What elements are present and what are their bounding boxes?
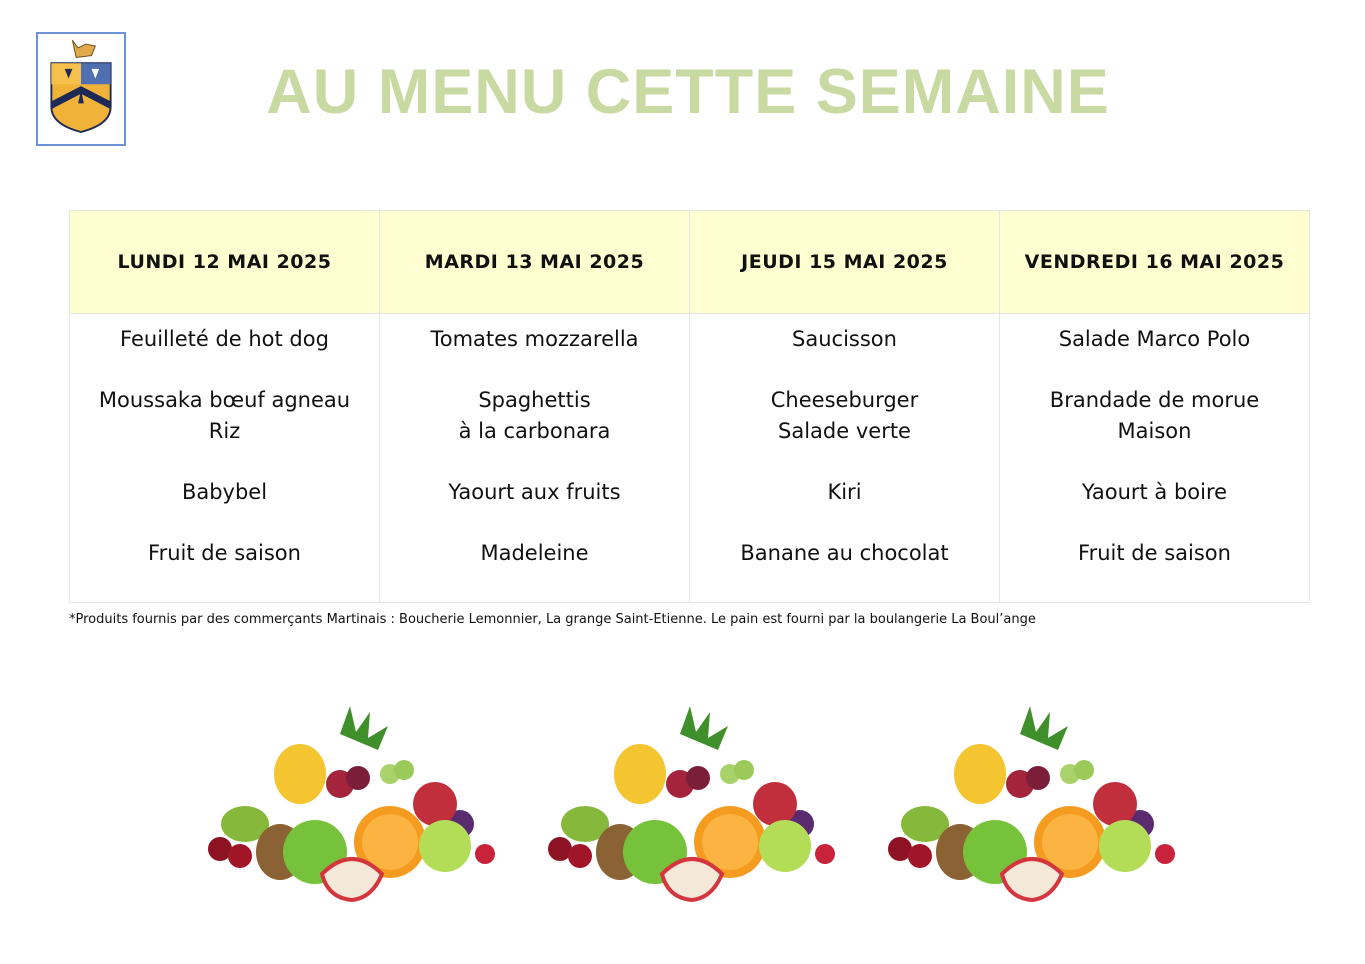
dish-dessert: Madeleine: [480, 541, 589, 565]
fruit-pile-icon: [870, 704, 1190, 904]
dish-main: Brandade de morue Maison: [1049, 388, 1260, 443]
table-row: [70, 314, 1310, 603]
day-header: VENDREDI 16 MAI 2025: [1000, 211, 1310, 314]
footnote: *Produits fournis par des commerçants Martinais : Boucherie Lemonnier, La grange Saint-Etienne. Le pain est fourni par la boulangerie La Boul’ange: [69, 612, 1036, 627]
dish-starter: Salade Marco Polo: [1058, 327, 1251, 351]
page-title: AU MENU CETTE SEMAINE: [266, 57, 1110, 127]
day-header: LUNDI 12 MAI 2025: [70, 211, 380, 314]
dish-cheese: Yaourt à boire: [1081, 480, 1228, 504]
dish-main: Spaghettis à la carbonara: [458, 388, 611, 443]
day-menu-cell: [690, 314, 1000, 603]
fruit-pile-icon: [190, 704, 510, 904]
day-menu-cell: [380, 314, 690, 603]
dish-cheese: Kiri: [827, 480, 862, 504]
dish-cheese: Yaourt aux fruits: [448, 480, 621, 504]
dish-dessert: Banane au chocolat: [740, 541, 949, 565]
table-header-row: [70, 211, 1310, 314]
day-menu-cell: [1000, 314, 1310, 603]
dish-dessert: Fruit de saison: [148, 541, 301, 565]
fruit-pile-icon: [530, 704, 850, 904]
dish-starter: Feuilleté de hot dog: [120, 327, 329, 351]
dish-starter: Saucisson: [792, 327, 897, 351]
dish-main: Cheeseburger Salade verte: [770, 388, 919, 443]
dish-starter: Tomates mozzarella: [430, 327, 639, 351]
dish-dessert: Fruit de saison: [1078, 541, 1231, 565]
weekly-menu-table: [69, 210, 1310, 603]
dish-main: Moussaka bœuf agneau Riz: [98, 388, 351, 443]
day-menu-cell: [70, 314, 380, 603]
dish-cheese: Babybel: [181, 480, 268, 504]
day-header: MARDI 13 MAI 2025: [380, 211, 690, 314]
day-header: JEUDI 15 MAI 2025: [690, 211, 1000, 314]
